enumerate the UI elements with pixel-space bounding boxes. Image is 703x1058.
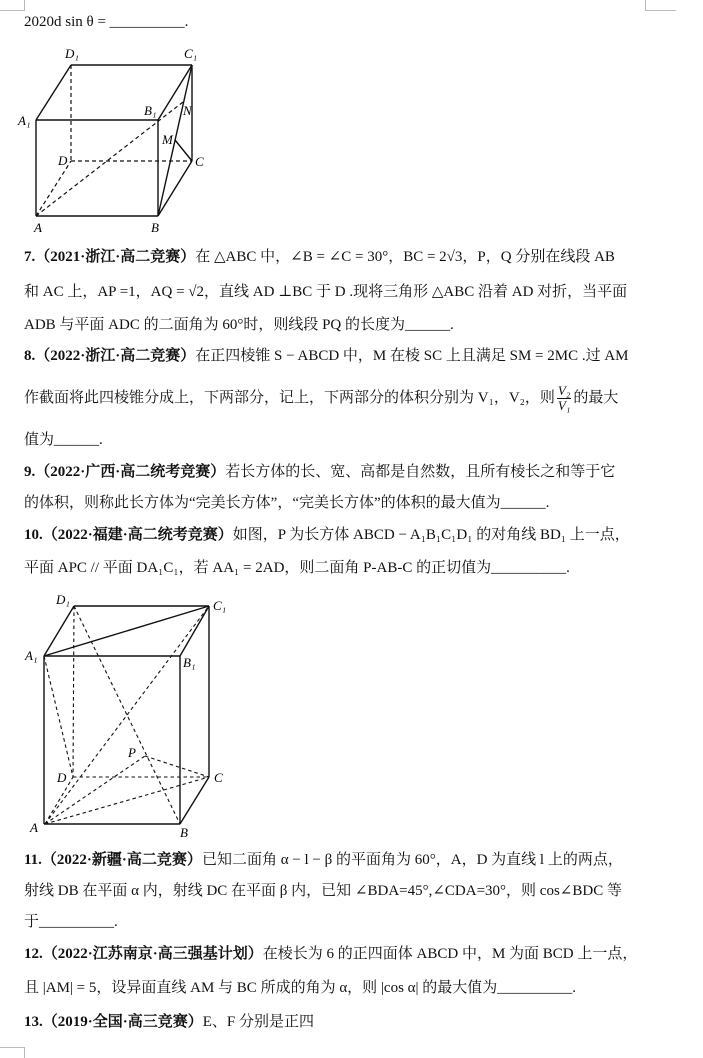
vertex-label-B: B: [180, 825, 188, 840]
vertex-label-A1: A₁: [25, 648, 38, 663]
vertex-label-C: C: [195, 154, 204, 169]
problem-11-line-1: 11.（2022·新疆·高二竞赛）已知二面角 α − l − β 的平面角为 60°，A，D 为直线 l 上的两点，: [24, 852, 623, 868]
vertex-label-B: B: [151, 220, 159, 235]
problem-12-line-2: 且 |AM| = 5，设异面直线 AM 与 BC 所成的角为 α，则 |cos α| 的最大值为__________.: [24, 980, 577, 996]
problem-9-line-1: 9.（2022·广西·高二统考竞赛）若长方体的长、宽、高都是自然数，且所有棱长之和等于它: [24, 464, 616, 480]
vertex-label-D1: D₁: [56, 592, 70, 607]
problem-11-line-3: 于__________.: [24, 914, 118, 930]
problem-7-line-3: ADB 与平面 ADC 的二面角为 60°时，则线段 PQ 的长度为______.: [24, 317, 454, 333]
vertex-label-B1: B₁: [183, 655, 196, 670]
problem-13-line-1: 13.（2019·全国·高三竞赛）E、F 分别是正四: [24, 1014, 315, 1030]
vertex-label-P: P: [128, 745, 136, 760]
problem-10-line-1: 10.（2022·福建·高二统考竞赛）如图，P 为长方体 ABCD − A₁B₁C₁D₁ 的对角线 BD₁ 上一点，: [24, 527, 630, 543]
problem-7-line-1: 7.（2021·浙江·高二竞赛）在 △ABC 中，∠B = ∠C = 30°，BC = 2√3，P，Q 分别在线段 AB: [24, 249, 615, 265]
problem-7-line-2: 和 AC 上，AP =1，AQ = √2，直线 AD ⊥BC 于 D .现将三角形 △ABC 沿着 AD 对折，当平面: [24, 284, 628, 300]
problem-9-line-2: 的体积，则称此长方体为“完美长方体”，“完美长方体”的体积的最大值为______.: [24, 495, 550, 511]
text-line: 2020d sin θ = __________.: [24, 14, 189, 30]
problem-12-line-1: 12.（2022·江苏南京·高三强基计划）在棱长为 6 的正四面体 ABCD 中，M 为面 BCD 上一点，: [24, 946, 638, 962]
vertex-label-A: A: [34, 220, 42, 235]
vertex-label-N: N: [183, 103, 192, 118]
problem-11-line-2: 射线 DB 在平面 α 内，射线 DC 在平面 β 内，已知 ∠BDA=45°,∠CDA=30°，则 cos∠BDC 等: [24, 883, 622, 899]
problem-10-line-2: 平面 APC // 平面 DA₁C₁，若 AA₁ = 2AD，则二面角 P-AB-C 的正切值为__________.: [24, 560, 570, 576]
vertex-label-C1: C₁: [213, 598, 227, 613]
fraction-v2-over-v1: $\frac{\text{V₂}}{\text{V₁}}$: [557, 383, 571, 414]
problem-8-line-3: 值为______.: [24, 432, 103, 448]
figure-2-edges: [44, 606, 209, 824]
vertex-label-C1: C₁: [184, 46, 198, 61]
vertex-label-A: A: [30, 820, 38, 835]
vertex-label-D: D: [57, 770, 67, 785]
vertex-label-A1: A₁: [18, 113, 31, 128]
vertex-label-M: M: [162, 132, 173, 147]
problem-8-line-1: 8.（2022·浙江·高二竞赛）在正四棱锥 S − ABCD 中，M 在棱 SC 上且满足 SM = 2MC .过 AM: [24, 348, 629, 364]
vertex-label-C: C: [214, 770, 223, 785]
vertex-label-D1: D₁: [65, 46, 79, 61]
vertex-label-D: D: [58, 153, 68, 168]
vertex-label-B1: B₁: [144, 103, 157, 118]
problem-8-line-2: 作截面将此四棱锥分成上，下两部分，记上，下两部分的体积分别为 V₁，V₂，则 $\frac{\text{V₂}}{\text{V₁}}$ 的最大: [24, 383, 619, 414]
